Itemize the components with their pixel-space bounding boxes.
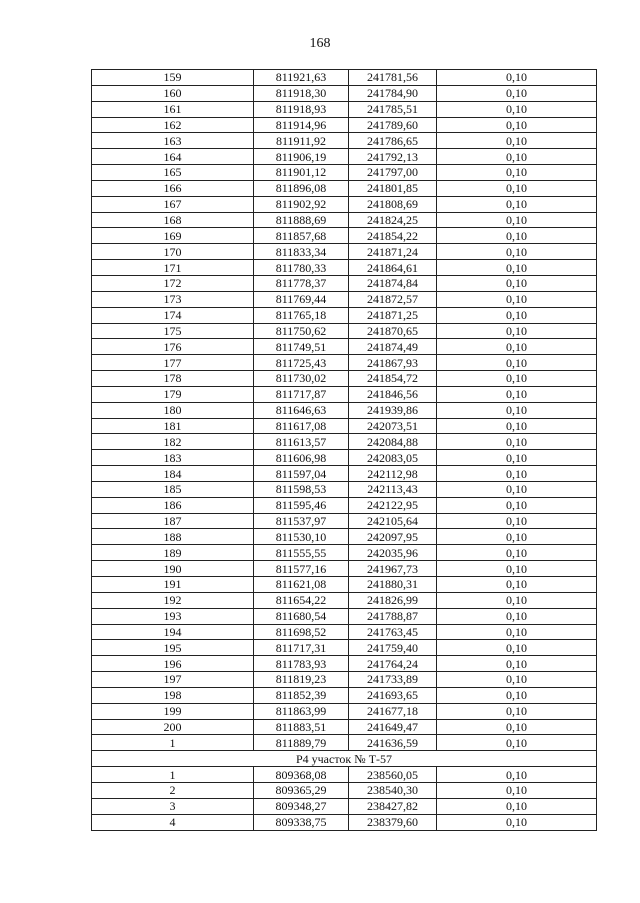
x-coordinate-cell: 811888,69 (254, 212, 349, 228)
point-number-cell: 170 (92, 244, 254, 260)
y-coordinate-cell: 241636,59 (349, 735, 437, 751)
y-coordinate-cell: 241864,61 (349, 260, 437, 276)
x-coordinate-cell: 811717,31 (254, 640, 349, 656)
accuracy-cell: 0,10 (437, 798, 597, 814)
y-coordinate-cell: 242113,43 (349, 481, 437, 497)
accuracy-cell: 0,10 (437, 782, 597, 798)
table-row (92, 672, 597, 688)
point-number-cell: 197 (92, 672, 254, 688)
point-number-cell: 4 (92, 814, 254, 830)
x-coordinate-cell: 811680,54 (254, 608, 349, 624)
x-coordinate-cell: 811577,16 (254, 561, 349, 577)
table-row (92, 719, 597, 735)
point-number-cell: 160 (92, 85, 254, 101)
table-row (92, 814, 597, 830)
accuracy-cell: 0,10 (437, 561, 597, 577)
table-row (92, 133, 597, 149)
point-number-cell: 1 (92, 735, 254, 751)
point-number-cell: 199 (92, 703, 254, 719)
accuracy-cell: 0,10 (437, 244, 597, 260)
accuracy-cell: 0,10 (437, 577, 597, 593)
point-number-cell: 167 (92, 196, 254, 212)
point-number-cell: 195 (92, 640, 254, 656)
accuracy-cell: 0,10 (437, 386, 597, 402)
y-coordinate-cell: 241872,57 (349, 291, 437, 307)
x-coordinate-cell: 811911,92 (254, 133, 349, 149)
x-coordinate-cell: 811921,63 (254, 70, 349, 86)
y-coordinate-cell: 241693,65 (349, 687, 437, 703)
accuracy-cell: 0,10 (437, 656, 597, 672)
point-number-cell: 163 (92, 133, 254, 149)
x-coordinate-cell: 811617,08 (254, 418, 349, 434)
table-row (92, 624, 597, 640)
point-number-cell: 191 (92, 577, 254, 593)
accuracy-cell: 0,10 (437, 481, 597, 497)
table-row (92, 656, 597, 672)
accuracy-cell: 0,10 (437, 735, 597, 751)
y-coordinate-cell: 241871,25 (349, 307, 437, 323)
accuracy-cell: 0,10 (437, 592, 597, 608)
point-number-cell: 186 (92, 497, 254, 513)
table-row (92, 149, 597, 165)
point-number-cell: 175 (92, 323, 254, 339)
point-number-cell: 192 (92, 592, 254, 608)
x-coordinate-cell: 811902,92 (254, 196, 349, 212)
y-coordinate-cell: 238560,05 (349, 767, 437, 783)
accuracy-cell: 0,10 (437, 434, 597, 450)
point-number-cell: 182 (92, 434, 254, 450)
y-coordinate-cell: 242112,98 (349, 466, 437, 482)
y-coordinate-cell: 241871,24 (349, 244, 437, 260)
y-coordinate-cell: 238540,30 (349, 782, 437, 798)
accuracy-cell: 0,10 (437, 608, 597, 624)
point-number-cell: 188 (92, 529, 254, 545)
table-row (92, 608, 597, 624)
y-coordinate-cell: 241789,60 (349, 117, 437, 133)
accuracy-cell: 0,10 (437, 814, 597, 830)
point-number-cell: 169 (92, 228, 254, 244)
table-row (92, 260, 597, 276)
x-coordinate-cell: 811555,55 (254, 545, 349, 561)
accuracy-cell: 0,10 (437, 165, 597, 181)
accuracy-cell: 0,10 (437, 70, 597, 86)
table-row (92, 577, 597, 593)
x-coordinate-cell: 809338,75 (254, 814, 349, 830)
y-coordinate-cell: 241792,13 (349, 149, 437, 165)
accuracy-cell: 0,10 (437, 719, 597, 735)
accuracy-cell: 0,10 (437, 101, 597, 117)
table-row (92, 244, 597, 260)
point-number-cell: 164 (92, 149, 254, 165)
y-coordinate-cell: 241867,93 (349, 355, 437, 371)
x-coordinate-cell: 811595,46 (254, 497, 349, 513)
accuracy-cell: 0,10 (437, 260, 597, 276)
y-coordinate-cell: 242097,95 (349, 529, 437, 545)
y-coordinate-cell: 241854,22 (349, 228, 437, 244)
x-coordinate-cell: 811852,39 (254, 687, 349, 703)
x-coordinate-cell: 811889,79 (254, 735, 349, 751)
table-row (92, 434, 597, 450)
accuracy-cell: 0,10 (437, 767, 597, 783)
table-row (92, 545, 597, 561)
coordinates-table (91, 69, 597, 831)
point-number-cell: 184 (92, 466, 254, 482)
x-coordinate-cell: 811597,04 (254, 466, 349, 482)
table-row (92, 735, 597, 751)
table-row (92, 402, 597, 418)
x-coordinate-cell: 811537,97 (254, 513, 349, 529)
point-number-cell: 194 (92, 624, 254, 640)
point-number-cell: 176 (92, 339, 254, 355)
accuracy-cell: 0,10 (437, 291, 597, 307)
point-number-cell: 177 (92, 355, 254, 371)
y-coordinate-cell: 241797,00 (349, 165, 437, 181)
accuracy-cell: 0,10 (437, 196, 597, 212)
y-coordinate-cell: 241824,25 (349, 212, 437, 228)
y-coordinate-cell: 241854,72 (349, 371, 437, 387)
table-row (92, 561, 597, 577)
x-coordinate-cell: 811918,30 (254, 85, 349, 101)
x-coordinate-cell: 811621,08 (254, 577, 349, 593)
x-coordinate-cell: 811769,44 (254, 291, 349, 307)
y-coordinate-cell: 241677,18 (349, 703, 437, 719)
table-row (92, 418, 597, 434)
point-number-cell: 1 (92, 767, 254, 783)
point-number-cell: 187 (92, 513, 254, 529)
table-row (92, 703, 597, 719)
x-coordinate-cell: 811765,18 (254, 307, 349, 323)
table-row (92, 339, 597, 355)
y-coordinate-cell: 238379,60 (349, 814, 437, 830)
x-coordinate-cell: 811906,19 (254, 149, 349, 165)
point-number-cell: 190 (92, 561, 254, 577)
accuracy-cell: 0,10 (437, 466, 597, 482)
x-coordinate-cell: 811780,33 (254, 260, 349, 276)
accuracy-cell: 0,10 (437, 371, 597, 387)
accuracy-cell: 0,10 (437, 513, 597, 529)
y-coordinate-cell: 241874,49 (349, 339, 437, 355)
point-number-cell: 171 (92, 260, 254, 276)
y-coordinate-cell: 242035,96 (349, 545, 437, 561)
y-coordinate-cell: 241846,56 (349, 386, 437, 402)
x-coordinate-cell: 811863,99 (254, 703, 349, 719)
point-number-cell: 161 (92, 101, 254, 117)
y-coordinate-cell: 241786,65 (349, 133, 437, 149)
section-title: Р4 участок № Т-57 (92, 751, 597, 767)
y-coordinate-cell: 242073,51 (349, 418, 437, 434)
table-row (92, 307, 597, 323)
accuracy-cell: 0,10 (437, 339, 597, 355)
accuracy-cell: 0,10 (437, 703, 597, 719)
y-coordinate-cell: 241781,56 (349, 70, 437, 86)
table-row (92, 386, 597, 402)
point-number-cell: 198 (92, 687, 254, 703)
accuracy-cell: 0,10 (437, 275, 597, 291)
accuracy-cell: 0,10 (437, 497, 597, 513)
table-row (92, 180, 597, 196)
y-coordinate-cell: 241939,86 (349, 402, 437, 418)
table-row (92, 371, 597, 387)
point-number-cell: 200 (92, 719, 254, 735)
y-coordinate-cell: 242083,05 (349, 450, 437, 466)
accuracy-cell: 0,10 (437, 323, 597, 339)
point-number-cell: 159 (92, 70, 254, 86)
point-number-cell: 183 (92, 450, 254, 466)
accuracy-cell: 0,10 (437, 672, 597, 688)
accuracy-cell: 0,10 (437, 529, 597, 545)
accuracy-cell: 0,10 (437, 133, 597, 149)
accuracy-cell: 0,10 (437, 149, 597, 165)
y-coordinate-cell: 241785,51 (349, 101, 437, 117)
x-coordinate-cell: 811598,53 (254, 481, 349, 497)
table-row (92, 165, 597, 181)
point-number-cell: 178 (92, 371, 254, 387)
x-coordinate-cell: 811883,51 (254, 719, 349, 735)
x-coordinate-cell: 811730,02 (254, 371, 349, 387)
point-number-cell: 180 (92, 402, 254, 418)
y-coordinate-cell: 241826,99 (349, 592, 437, 608)
table-row (92, 101, 597, 117)
point-number-cell: 166 (92, 180, 254, 196)
accuracy-cell: 0,10 (437, 450, 597, 466)
point-number-cell: 179 (92, 386, 254, 402)
point-number-cell: 196 (92, 656, 254, 672)
y-coordinate-cell: 238427,82 (349, 798, 437, 814)
table-row (92, 450, 597, 466)
y-coordinate-cell: 241874,84 (349, 275, 437, 291)
x-coordinate-cell: 811606,98 (254, 450, 349, 466)
x-coordinate-cell: 811750,62 (254, 323, 349, 339)
table-row (92, 767, 597, 783)
point-number-cell: 174 (92, 307, 254, 323)
accuracy-cell: 0,10 (437, 402, 597, 418)
y-coordinate-cell: 241784,90 (349, 85, 437, 101)
y-coordinate-cell: 241870,65 (349, 323, 437, 339)
x-coordinate-cell: 811914,96 (254, 117, 349, 133)
section-header-row (92, 751, 597, 767)
table-row (92, 323, 597, 339)
x-coordinate-cell: 809365,29 (254, 782, 349, 798)
point-number-cell: 162 (92, 117, 254, 133)
x-coordinate-cell: 811833,34 (254, 244, 349, 260)
table-row (92, 196, 597, 212)
table-row (92, 798, 597, 814)
point-number-cell: 172 (92, 275, 254, 291)
x-coordinate-cell: 811778,37 (254, 275, 349, 291)
x-coordinate-cell: 811530,10 (254, 529, 349, 545)
accuracy-cell: 0,10 (437, 624, 597, 640)
y-coordinate-cell: 241764,24 (349, 656, 437, 672)
table-row (92, 481, 597, 497)
point-number-cell: 168 (92, 212, 254, 228)
x-coordinate-cell: 811717,87 (254, 386, 349, 402)
table-row (92, 355, 597, 371)
y-coordinate-cell: 241759,40 (349, 640, 437, 656)
accuracy-cell: 0,10 (437, 545, 597, 561)
coordinates-table-body (92, 70, 597, 831)
accuracy-cell: 0,10 (437, 640, 597, 656)
y-coordinate-cell: 241649,47 (349, 719, 437, 735)
table-row (92, 291, 597, 307)
accuracy-cell: 0,10 (437, 307, 597, 323)
accuracy-cell: 0,10 (437, 418, 597, 434)
accuracy-cell: 0,10 (437, 117, 597, 133)
x-coordinate-cell: 811646,63 (254, 402, 349, 418)
x-coordinate-cell: 811918,93 (254, 101, 349, 117)
x-coordinate-cell: 811896,08 (254, 180, 349, 196)
y-coordinate-cell: 242084,88 (349, 434, 437, 450)
table-row (92, 466, 597, 482)
table-row (92, 782, 597, 798)
point-number-cell: 173 (92, 291, 254, 307)
x-coordinate-cell: 811613,57 (254, 434, 349, 450)
table-row (92, 70, 597, 86)
table-row (92, 117, 597, 133)
point-number-cell: 193 (92, 608, 254, 624)
point-number-cell: 181 (92, 418, 254, 434)
point-number-cell: 189 (92, 545, 254, 561)
y-coordinate-cell: 241967,73 (349, 561, 437, 577)
accuracy-cell: 0,10 (437, 687, 597, 703)
x-coordinate-cell: 811725,43 (254, 355, 349, 371)
table-row (92, 497, 597, 513)
table-row (92, 513, 597, 529)
y-coordinate-cell: 241801,85 (349, 180, 437, 196)
table-row (92, 640, 597, 656)
y-coordinate-cell: 241763,45 (349, 624, 437, 640)
point-number-cell: 185 (92, 481, 254, 497)
table-row (92, 228, 597, 244)
y-coordinate-cell: 241733,89 (349, 672, 437, 688)
x-coordinate-cell: 809348,27 (254, 798, 349, 814)
table-row (92, 687, 597, 703)
table-row (92, 212, 597, 228)
x-coordinate-cell: 811857,68 (254, 228, 349, 244)
table-row (92, 592, 597, 608)
y-coordinate-cell: 241880,31 (349, 577, 437, 593)
y-coordinate-cell: 241788,87 (349, 608, 437, 624)
x-coordinate-cell: 811901,12 (254, 165, 349, 181)
y-coordinate-cell: 242105,64 (349, 513, 437, 529)
accuracy-cell: 0,10 (437, 180, 597, 196)
accuracy-cell: 0,10 (437, 212, 597, 228)
accuracy-cell: 0,10 (437, 228, 597, 244)
point-number-cell: 3 (92, 798, 254, 814)
point-number-cell: 165 (92, 165, 254, 181)
x-coordinate-cell: 811783,93 (254, 656, 349, 672)
accuracy-cell: 0,10 (437, 355, 597, 371)
table-row (92, 529, 597, 545)
x-coordinate-cell: 811819,23 (254, 672, 349, 688)
x-coordinate-cell: 809368,08 (254, 767, 349, 783)
table-row (92, 275, 597, 291)
y-coordinate-cell: 241808,69 (349, 196, 437, 212)
x-coordinate-cell: 811749,51 (254, 339, 349, 355)
x-coordinate-cell: 811698,52 (254, 624, 349, 640)
page-number: 168 (309, 36, 331, 51)
x-coordinate-cell: 811654,22 (254, 592, 349, 608)
accuracy-cell: 0,10 (437, 85, 597, 101)
table-row (92, 85, 597, 101)
point-number-cell: 2 (92, 782, 254, 798)
y-coordinate-cell: 242122,95 (349, 497, 437, 513)
